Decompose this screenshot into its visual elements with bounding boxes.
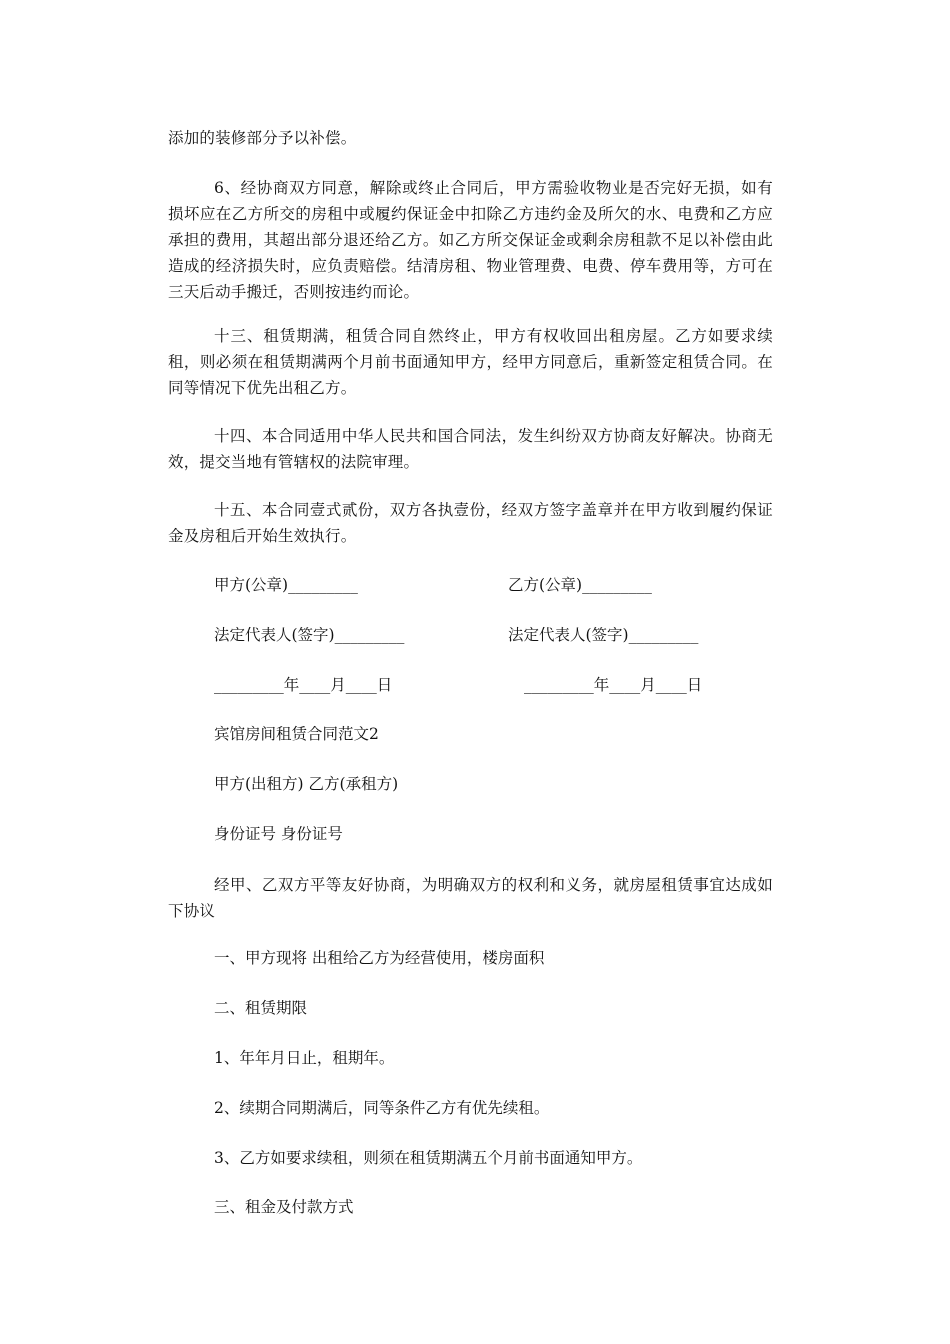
paragraph-clause-6: 6、经协商双方同意，解除或终止合同后，甲方需验收物业是否完好无损，如有损坏应在乙方所交的房租中或履约保证金中扣除乙方违约金及所欠的水、电费和乙方应承担的费用，其超出部分退还给乙方。如乙方所交保证金或剩余房租款不足以补偿由此造成的经济损失时，应负责赔偿。结清房租、物业管理费、电费、停车费用等，方可在三天后动手搬迁，否则按违约而论。 bbox=[168, 179, 773, 301]
paragraph-clause-15: 十五、本合同壹式贰份，双方各执壹份，经双方签字盖章并在甲方收到履约保证金及房租后开始生效执行。 bbox=[168, 501, 773, 545]
clause-2-item-1: 1、年年月日止，租期年。 bbox=[214, 1049, 395, 1067]
clause-3-heading: 三、租金及付款方式 bbox=[214, 1198, 354, 1216]
clause-2-item-3: 3、乙方如要求续租，则须在租赁期满五个月前书面通知甲方。 bbox=[214, 1149, 643, 1167]
party-a-representative-line: 法定代表人(签字)_________ bbox=[214, 626, 405, 644]
party-b-representative-line: 法定代表人(签字)_________ bbox=[508, 626, 699, 644]
id-number-line: 身份证号 身份证号 bbox=[214, 825, 343, 843]
paragraph-intro: 经甲、乙双方平等友好协商，为明确双方的权利和义务，就房屋租赁事宜达成如下协议 bbox=[168, 876, 773, 920]
clause-2-heading: 二、租赁期限 bbox=[214, 999, 308, 1017]
paragraph-continuation: 添加的装修部分予以补偿。 bbox=[168, 129, 357, 147]
party-a-date-line: _________年____月____日 bbox=[214, 676, 393, 694]
clause-1: 一、甲方现将 出租给乙方为经营使用，楼房面积 bbox=[214, 949, 545, 967]
parties-line: 甲方(出租方) 乙方(承租方) bbox=[214, 775, 399, 793]
paragraph-clause-14: 十四、本合同适用中华人民共和国合同法，发生纠纷双方协商友好解决。协商无效，提交当地有管辖权的法院审理。 bbox=[168, 427, 773, 471]
document-title-2: 宾馆房间租赁合同范文2 bbox=[214, 725, 379, 743]
paragraph-clause-13: 十三、租赁期满，租赁合同自然终止，甲方有权收回出租房屋。乙方如要求续租，则必须在租赁期满两个月前书面通知甲方，经甲方同意后，重新签定租赁合同。在同等情况下优先出租乙方。 bbox=[168, 327, 773, 397]
party-a-seal-line: 甲方(公章)_________ bbox=[214, 576, 358, 594]
party-b-seal-line: 乙方(公章)_________ bbox=[508, 576, 652, 594]
clause-2-item-2: 2、续期合同期满后，同等条件乙方有优先续租。 bbox=[214, 1099, 550, 1117]
party-b-date-line: _________年____月____日 bbox=[524, 676, 703, 694]
